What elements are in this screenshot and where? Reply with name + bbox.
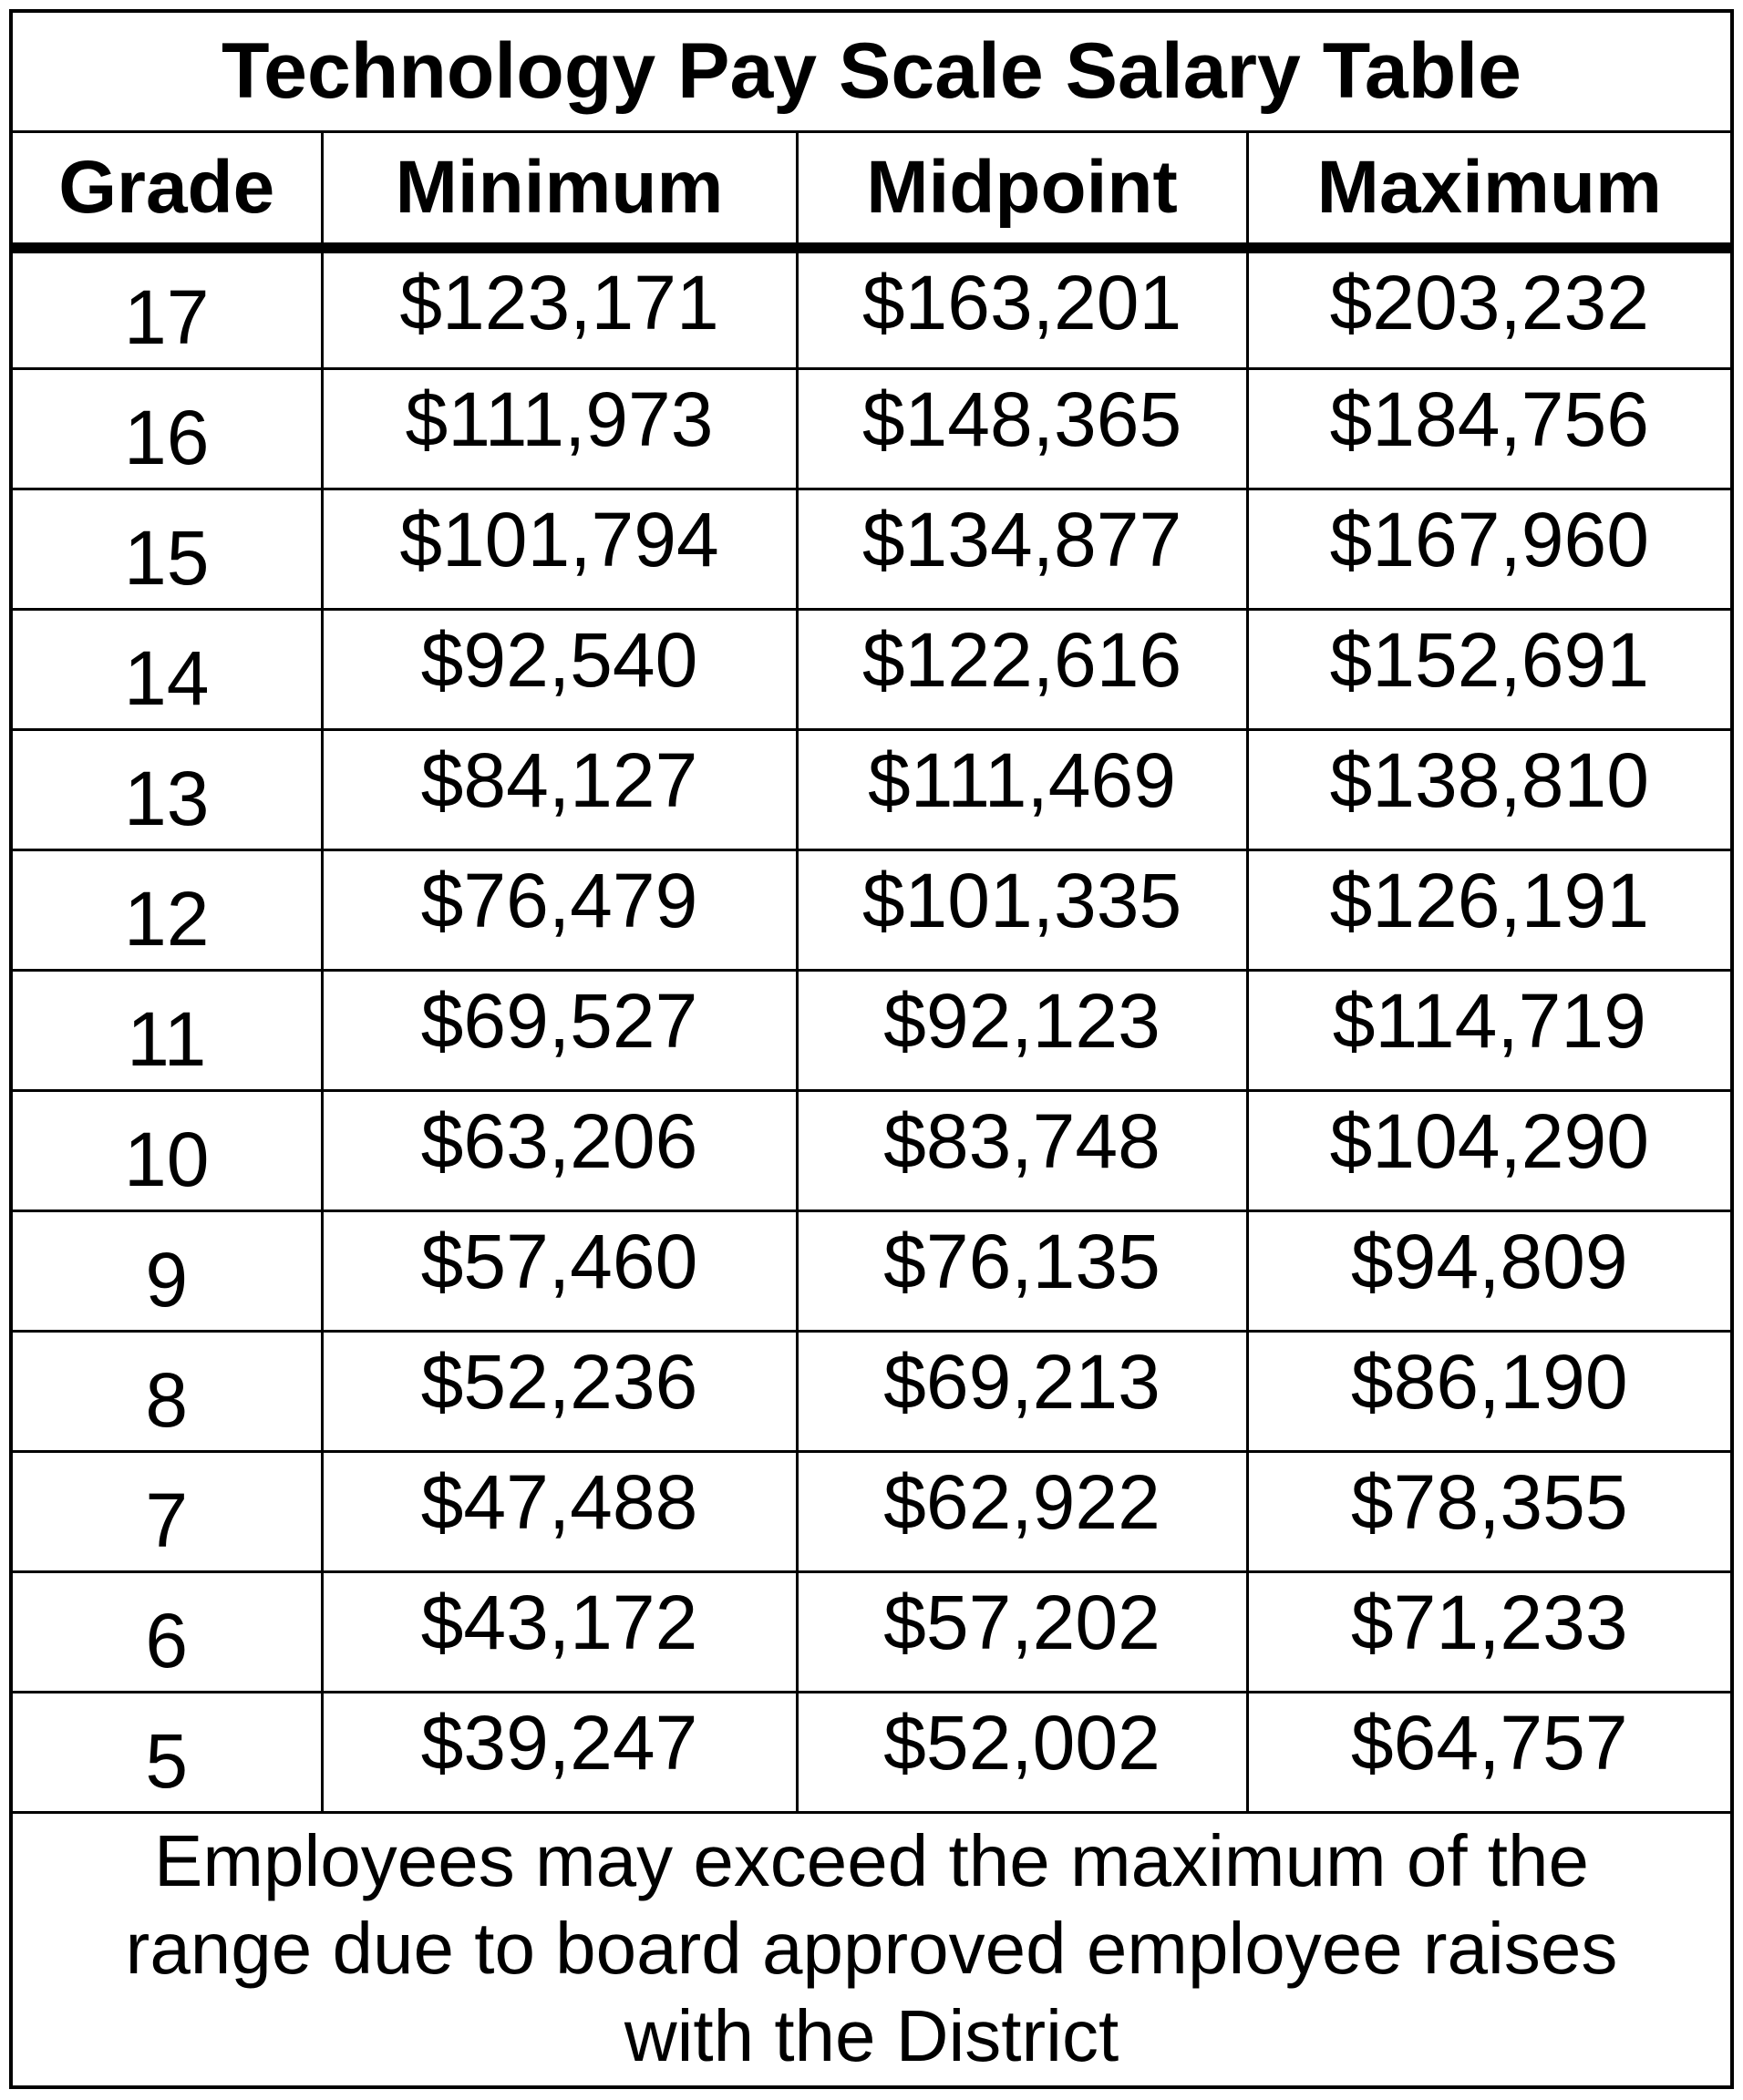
table-row (13, 849, 1730, 970)
minimum-cell: $43,172 (322, 1571, 797, 1692)
table-row (13, 1692, 1730, 1812)
table-row (13, 489, 1730, 609)
minimum-cell: $52,236 (322, 1331, 797, 1451)
salary-table-frame (9, 9, 1734, 2089)
midpoint-cell: $76,135 (797, 1210, 1247, 1331)
midpoint-cell: $148,365 (797, 368, 1247, 489)
table-row (13, 368, 1730, 489)
grade-cell: 17 (13, 248, 322, 368)
table-row (13, 729, 1730, 849)
table-row (13, 248, 1730, 368)
header-minimum: Minimum (322, 133, 797, 248)
grade-cell: 10 (13, 1090, 322, 1210)
table-row (13, 1090, 1730, 1210)
minimum-cell: $63,206 (322, 1090, 797, 1210)
minimum-cell: $47,488 (322, 1451, 797, 1571)
grade-cell: 8 (13, 1331, 322, 1451)
table-body (13, 248, 1730, 1812)
table-row (13, 1571, 1730, 1692)
midpoint-cell: $52,002 (797, 1692, 1247, 1812)
grade-cell: 9 (13, 1210, 322, 1331)
minimum-cell: $123,171 (322, 248, 797, 368)
maximum-cell: $64,757 (1247, 1692, 1730, 1812)
minimum-cell: $76,479 (322, 849, 797, 970)
table-row (13, 1331, 1730, 1451)
midpoint-cell: $62,922 (797, 1451, 1247, 1571)
maximum-cell: $203,232 (1247, 248, 1730, 368)
minimum-cell: $111,973 (322, 368, 797, 489)
footer-note: Employees may exceed the maximum of the range due to board approved employee raises with the District (125, 1820, 1618, 2076)
minimum-cell: $39,247 (322, 1692, 797, 1812)
table-row (13, 1451, 1730, 1571)
header-row (13, 133, 1730, 248)
grade-cell: 11 (13, 970, 322, 1090)
maximum-cell: $78,355 (1247, 1451, 1730, 1571)
grade-cell: 5 (13, 1692, 322, 1812)
maximum-cell: $86,190 (1247, 1331, 1730, 1451)
maximum-cell: $184,756 (1247, 368, 1730, 489)
maximum-cell: $167,960 (1247, 489, 1730, 609)
midpoint-cell: $122,616 (797, 609, 1247, 729)
midpoint-cell: $57,202 (797, 1571, 1247, 1692)
maximum-cell: $126,191 (1247, 849, 1730, 970)
header-maximum: Maximum (1247, 133, 1730, 248)
minimum-cell: $101,794 (322, 489, 797, 609)
midpoint-cell: $83,748 (797, 1090, 1247, 1210)
midpoint-cell: $163,201 (797, 248, 1247, 368)
maximum-cell: $71,233 (1247, 1571, 1730, 1692)
maximum-cell: $104,290 (1247, 1090, 1730, 1210)
midpoint-cell: $69,213 (797, 1331, 1247, 1451)
grade-cell: 12 (13, 849, 322, 970)
midpoint-cell: $101,335 (797, 849, 1247, 970)
midpoint-cell: $134,877 (797, 489, 1247, 609)
minimum-cell: $84,127 (322, 729, 797, 849)
table-row (13, 970, 1730, 1090)
grade-cell: 15 (13, 489, 322, 609)
grade-cell: 16 (13, 368, 322, 489)
midpoint-cell: $111,469 (797, 729, 1247, 849)
minimum-cell: $69,527 (322, 970, 797, 1090)
maximum-cell: $152,691 (1247, 609, 1730, 729)
header-midpoint: Midpoint (797, 133, 1247, 248)
maximum-cell: $114,719 (1247, 970, 1730, 1090)
table-row (13, 609, 1730, 729)
grade-cell: 14 (13, 609, 322, 729)
midpoint-cell: $92,123 (797, 970, 1247, 1090)
maximum-cell: $94,809 (1247, 1210, 1730, 1331)
minimum-cell: $57,460 (322, 1210, 797, 1331)
maximum-cell: $138,810 (1247, 729, 1730, 849)
grade-cell: 13 (13, 729, 322, 849)
grade-cell: 7 (13, 1451, 322, 1571)
salary-table (13, 133, 1730, 1814)
table-row (13, 1210, 1730, 1331)
header-grade: Grade (13, 133, 322, 248)
grade-cell: 6 (13, 1571, 322, 1692)
minimum-cell: $92,540 (322, 609, 797, 729)
table-title: Technology Pay Scale Salary Table (13, 13, 1730, 133)
